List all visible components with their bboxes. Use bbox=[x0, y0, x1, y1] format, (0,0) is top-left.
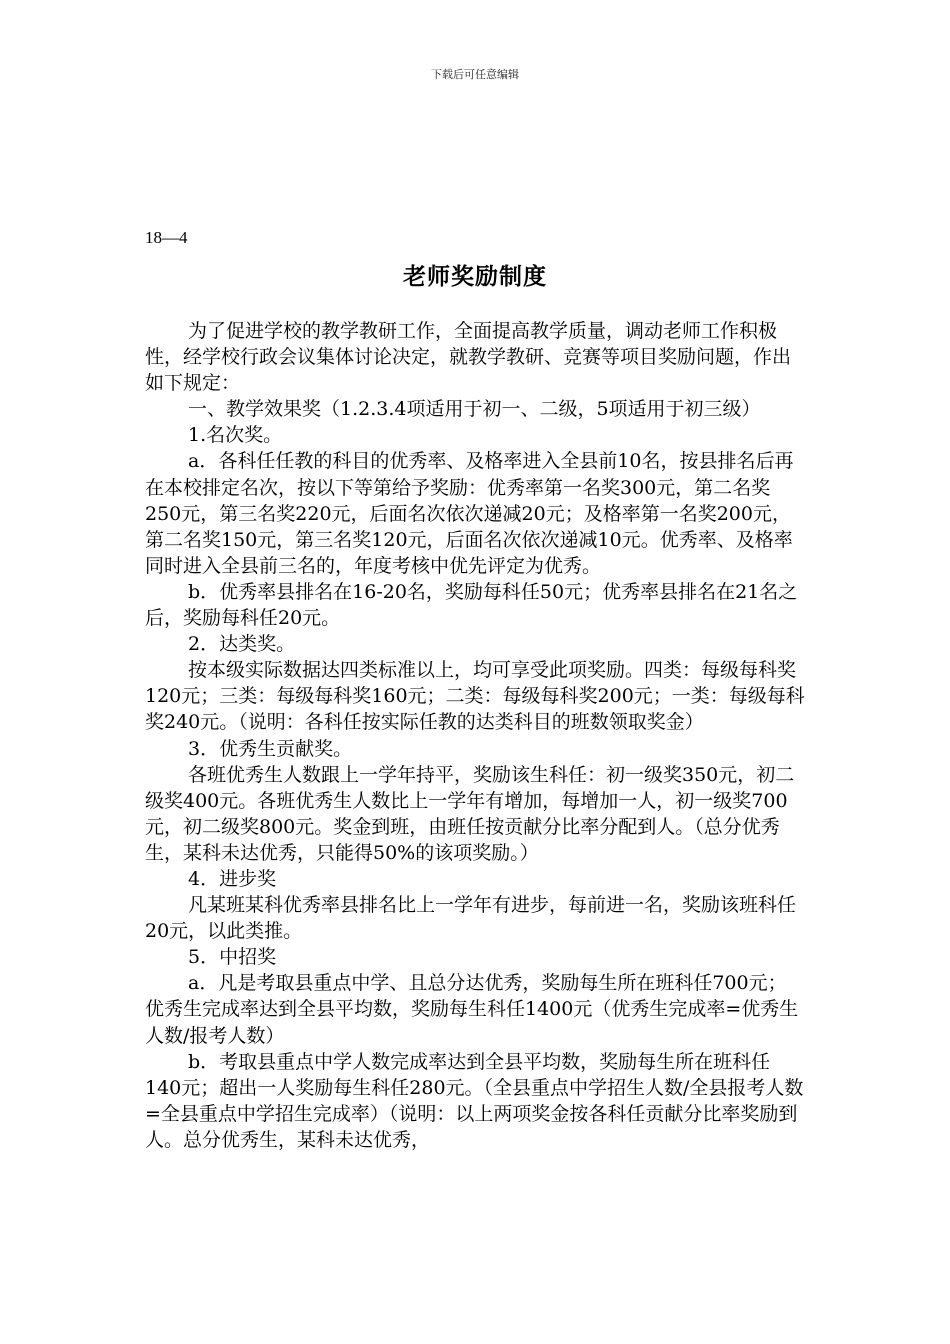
document-title: 老师奖励制度 bbox=[403, 264, 547, 290]
paragraph-item-5b: b．考取县重点中学人数完成率达到全县平均数，奖励每生所在班科任140元；超出一人奖励每生科任280元。（全县重点中学招生人数/全县报考人数=全县重点中学招生完成率）（说明：以上两项奖金按各科任贡献分比率奖励到人。总分优秀生，某科未达优秀， bbox=[145, 1050, 804, 1151]
paragraph-item-1b: b．优秀率县排名在16-20名，奖励每科任50元；优秀率县排名在21名之后，奖励每科任20元。 bbox=[145, 580, 798, 630]
paragraph-item-2-body: 按本级实际数据达四类标准以上，均可享受此项奖励。四类：每级每科奖120元；三类：每级每科奖160元；二类：每级每科奖200元；一类：每级每科奖240元。（说明：各科任按实际任教的达类科目的班数领取奖金） bbox=[145, 659, 805, 734]
page-header-note: 下载后可任意编辑 bbox=[431, 68, 519, 81]
document-number: 18—4 bbox=[145, 228, 188, 247]
document-body bbox=[145, 318, 805, 1153]
paragraph-item-3-body: 各班优秀生人数跟上一学年持平，奖励该生科任：初一级奖350元，初二级奖400元。各班优秀生人数比上一学年有增加，每增加一人，初一级奖700元，初二级奖800元。奖金到班，由班任按贡献分比率分配到人。（总分优秀生，某科未达优秀，只能得50%的该项奖励。） bbox=[145, 763, 795, 864]
paragraph-item-5-heading: 5．中招奖 bbox=[188, 946, 277, 969]
paragraph-item-1-heading: 1.名次奖。 bbox=[188, 424, 283, 447]
paragraph-item-1a: a．各科任任教的科目的优秀率、及格率进入全县前10名，按县排名后再在本校排定名次，按以下等第给予奖励：优秀率第一名奖300元，第二名奖250元，第三名奖220元，后面名次依次递减20元；及格率第一名奖200元，第二名奖150元，第三名奖120元，后面名次依次递减10元。优秀率、及格率同时进入全县前三名的，年度考核中优先评定为优秀。 bbox=[145, 450, 794, 577]
paragraph-item-4-heading: 4．进步奖 bbox=[188, 867, 277, 890]
paragraph-item-5a: a．凡是考取县重点中学、且总分达优秀，奖励每生所在班科任700元；优秀生完成率达到全县平均数，奖励每生科任1400元（优秀生完成率=优秀生人数/报考人数） bbox=[145, 972, 799, 1047]
paragraph-item-3-heading: 3．优秀生贡献奖。 bbox=[188, 737, 353, 760]
paragraph-section-1-heading: 一、教学效果奖（1.2.3.4项适用于初一、二级，5项适用于初三级） bbox=[188, 398, 761, 421]
paragraph-intro: 为了促进学校的教学教研工作，全面提高教学质量，调动老师工作积极性，经学校行政会议集体讨论决定，就教学教研、竞赛等项目奖励问题，作出如下规定： bbox=[145, 320, 792, 395]
paragraph-item-4-body: 凡某班某科优秀率县排名比上一学年有进步，每前进一名，奖励该班科任20元，以此类推。 bbox=[145, 894, 797, 943]
paragraph-item-2-heading: 2．达类奖。 bbox=[188, 633, 296, 656]
